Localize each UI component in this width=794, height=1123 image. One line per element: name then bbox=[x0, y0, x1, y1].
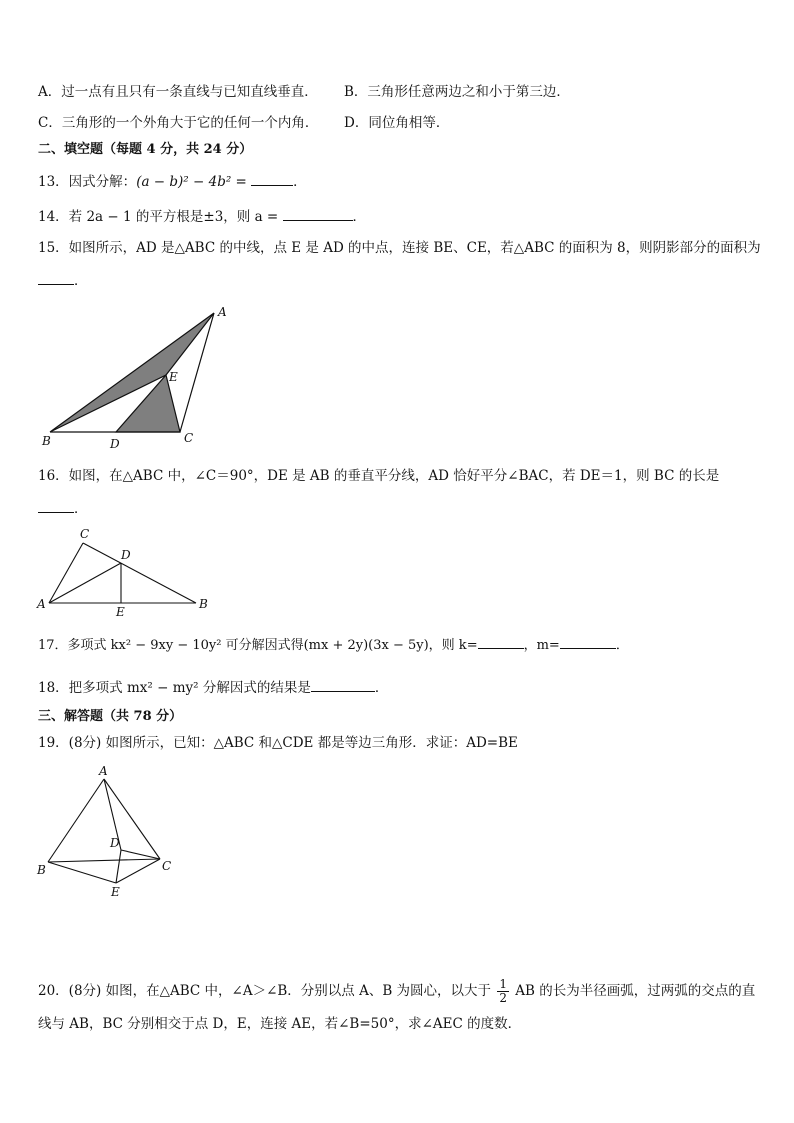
section-solve-heading: 三、解答题（共 78 分） bbox=[38, 709, 183, 724]
q19-segment-be bbox=[48, 862, 116, 883]
q17-prefix: 17．多项式 kx² − 9xy − 10y² 可分解因式得(mx + 2y)(3x − 5y)，则 k= bbox=[38, 638, 478, 653]
q17-mid: ，m= bbox=[523, 638, 560, 653]
question-19: 19．(8分) 如图所示，已知：△ABC 和△CDE 都是等边三角形．求证：AD=BE bbox=[38, 735, 518, 751]
q15-label-a: A bbox=[218, 305, 227, 319]
q19-label-a: A bbox=[99, 764, 108, 778]
q19-segment-de bbox=[116, 850, 121, 883]
question-20 bbox=[38, 978, 755, 1005]
q16-label-d: D bbox=[121, 548, 131, 562]
q18-blank bbox=[311, 677, 375, 692]
section-fill-in-heading: 二、填空题（每题 4 分，共 24 分） bbox=[38, 142, 253, 157]
q19-label-b: B bbox=[37, 863, 46, 877]
q16-answer-line bbox=[38, 498, 88, 519]
q16-label-b: B bbox=[199, 597, 208, 611]
q15-label-d: D bbox=[110, 437, 120, 451]
q20-frac-den: 2 bbox=[499, 991, 507, 1005]
q19-label-c: C bbox=[162, 859, 172, 873]
q18-prefix: 18．把多项式 mx² − my² 分解因式的结果是 bbox=[38, 680, 311, 696]
question-20-cont: 线与 AB，BC 分别相交于点 D，E，连接 AE，若∠B=50°，求∠AEC 的度数． bbox=[38, 1016, 522, 1032]
q18-end: ． bbox=[374, 680, 389, 696]
question-17 bbox=[38, 634, 629, 656]
q13-end: ． bbox=[293, 174, 307, 190]
q15-label-e: E bbox=[169, 370, 178, 384]
q14-prefix: 14．若 2a − 1 的平方根是±3，则 a = bbox=[38, 209, 283, 225]
option-a: A．过一点有且只有一条直线与已知直线垂直． bbox=[38, 84, 318, 100]
q20-frac-num: 1 bbox=[499, 977, 507, 991]
q20-part1b: AB 的长为半径画弧，过两弧的交点的直 bbox=[515, 983, 756, 999]
q16-side-cb bbox=[83, 543, 196, 603]
q19-side-ab bbox=[48, 779, 104, 862]
q17-end: ． bbox=[615, 638, 629, 653]
q15-label-c: C bbox=[184, 431, 194, 445]
q20-part1a: 20．(8分) 如图，在△ABC 中，∠A＞∠B．分别以点 A、B 为圆心，以大于 bbox=[38, 983, 492, 999]
q20-fraction bbox=[497, 978, 509, 1005]
q19-segment-ec bbox=[116, 859, 160, 883]
option-c: C．三角形的一个外角大于它的任何一个内角． bbox=[38, 115, 319, 131]
q17-blank-m bbox=[560, 634, 616, 649]
q13-prefix: 13．因式分解： bbox=[38, 174, 137, 190]
question-16: 16．如图，在△ABC 中，∠C＝90°，DE 是 AB 的垂直平分线，AD 恰好平分∠BAC，若 DE＝1，则 BC 的长是 bbox=[38, 468, 720, 484]
question-18 bbox=[38, 677, 388, 698]
q15-label-b: B bbox=[42, 434, 51, 448]
q19-label-e: E bbox=[111, 885, 120, 899]
q16-label-c: C bbox=[80, 527, 90, 541]
q19-label-d: D bbox=[110, 836, 120, 850]
question-15: 15．如图所示，AD 是△ABC 的中线，点 E 是 AD 的中点，连接 BE、CE，若△ABC 的面积为 8，则阴影部分的面积为 bbox=[38, 240, 761, 256]
q14-end: ． bbox=[352, 209, 367, 225]
option-d: D．同位角相等． bbox=[344, 115, 450, 131]
option-b: B．三角形任意两边之和小于第三边． bbox=[344, 84, 570, 100]
q17-blank-k bbox=[478, 634, 524, 649]
q16-end: ． bbox=[74, 501, 88, 517]
q16-label-e: E bbox=[116, 605, 125, 619]
q19-side-bc bbox=[48, 859, 160, 862]
q16-blank bbox=[38, 498, 74, 513]
q13-expression: (a − b)² − 4b² = bbox=[136, 174, 252, 190]
q15-end: ． bbox=[74, 273, 88, 289]
q16-label-a: A bbox=[37, 597, 46, 611]
